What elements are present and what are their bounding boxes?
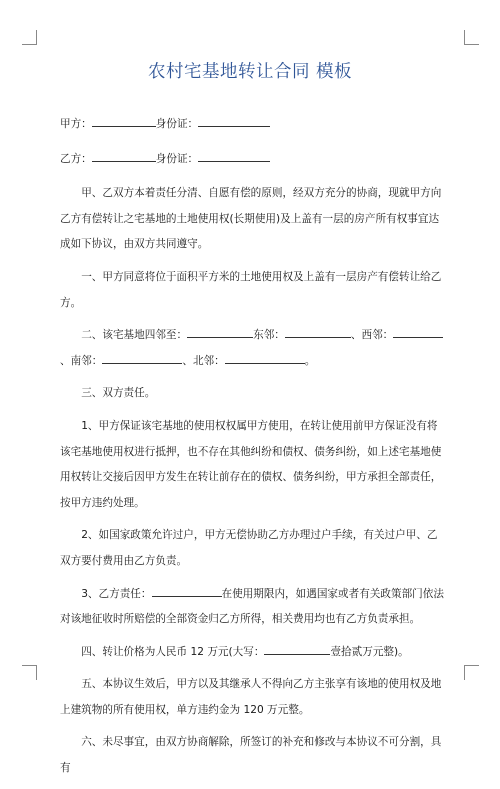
crop-mark-top-right <box>464 30 479 45</box>
clause-3: 三、双方责任。 <box>81 387 156 400</box>
responsibility-3-text: 在使用期限内，如遇国家或者有关政策部门依法对该地征收时所赔偿的全部资金归乙方所得，相关费用均也有乙方负责承担。 <box>60 587 444 626</box>
responsibility-3-blank <box>152 585 222 597</box>
clause-2-end: 。 <box>304 354 316 367</box>
boundary-blank-1 <box>187 326 253 338</box>
clause-2 <box>60 323 444 374</box>
party-b-label: 乙方： <box>60 152 92 165</box>
south-blank <box>102 352 182 364</box>
party-b-id-blank <box>198 150 270 162</box>
responsibility-3 <box>60 582 444 633</box>
clause-6: 六、未尽事宜，由双方协商解除，所签订的补充和修改与本协议不可分割，具有 <box>60 736 442 775</box>
party-a-line <box>60 112 444 138</box>
party-a-name-blank <box>92 115 156 127</box>
clause-4-price: 四、转让价格为人民币 12 万元(大写： <box>81 645 265 658</box>
clause-4 <box>60 640 444 666</box>
north-label: 、北邻： <box>182 354 225 367</box>
clause-4-end: 壹拾贰万元整)。 <box>330 645 409 658</box>
party-a-label: 甲方： <box>60 118 92 130</box>
clause-5: 五、本协议生效后，甲方以及其继承人不得向乙方主张享有该地的使用权及地上建筑物的所有使用权，单方违约金为 120 万元整。 <box>60 678 442 716</box>
crop-mark-bottom-right <box>464 665 479 680</box>
crop-mark-top-left <box>22 30 37 45</box>
east-label: 东邻： <box>253 329 285 342</box>
party-b-line <box>60 147 444 173</box>
party-b-id-label: 身份证： <box>155 152 199 165</box>
party-a-id-label: 身份证： <box>155 118 199 130</box>
clause-1: 一、甲方同意将位于面积平方米的土地使用权及上盖有一层房产有偿转让给乙方。 <box>60 270 442 309</box>
responsibility-1: 1、甲方保证该宅基地的使用权权属甲方使用，在转让使用前甲方保证没有将该宅基地使用权进行抵押，也不存在其他纠纷和债权、债务纠纷，如上述宅基地使用权转让交接后因甲方发生在转让前存在的债权、债务纠纷，甲方承担全部责任，按甲方违约处理。 <box>60 419 442 509</box>
west-label: 、西邻： <box>350 329 394 342</box>
crop-mark-bottom-left <box>22 665 37 680</box>
responsibility-3-label: 3、乙方责任： <box>81 587 152 600</box>
clause-2-label: 二、该宅基地四邻至： <box>81 329 188 342</box>
price-uppercase-blank <box>264 643 330 655</box>
intro-paragraph: 甲、乙双方本着责任分清、自愿有偿的原则，经双方充分的协商，现就甲方向乙方有偿转让之宅基地的土地使用权(长期使用)及上盖有一层的房产所有权事宜达成如下协议，由双方共同遵守。 <box>60 187 442 251</box>
document-body <box>60 112 444 789</box>
north-blank <box>225 352 305 364</box>
party-a-id-blank <box>198 115 270 127</box>
east-blank <box>285 326 351 338</box>
document-title: 农村宅基地转让合同 模板 <box>147 62 353 82</box>
west-blank <box>393 326 443 338</box>
party-b-name-blank <box>92 150 156 162</box>
responsibility-2: 2、如国家政策允许过户，甲方无偿协助乙方办理过户手续，有关过户甲、乙双方要付费用由乙方负责。 <box>60 529 438 567</box>
south-label: 、南邻： <box>60 354 103 367</box>
